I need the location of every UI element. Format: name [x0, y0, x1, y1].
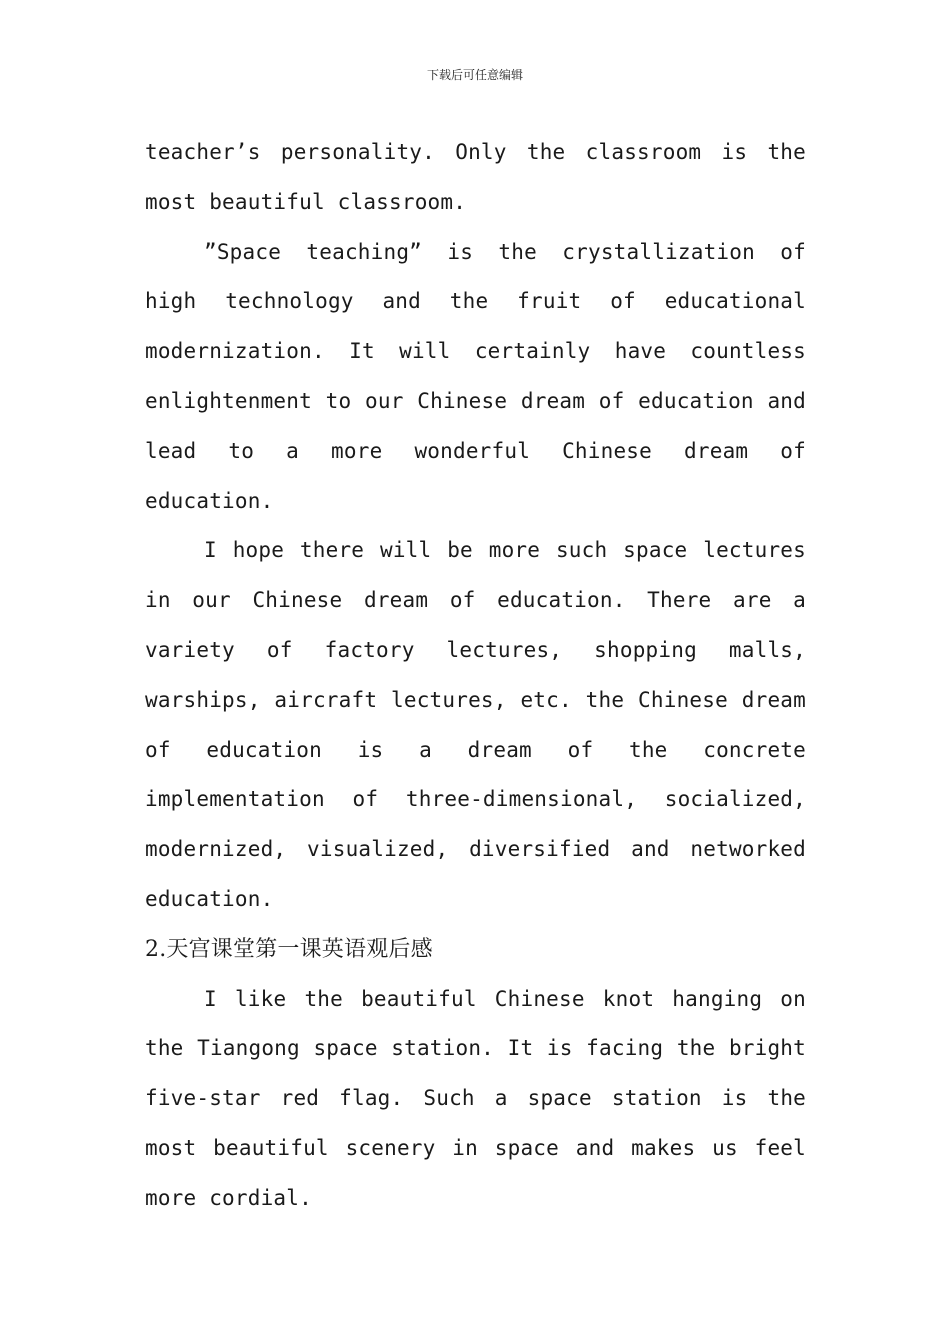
page-header-note: 下载后可任意编辑	[426, 68, 523, 82]
paragraph-continuation: teacher’s personality. Only the classroom is the most beautiful classroom.	[145, 140, 806, 214]
paragraph-space-lectures: I hope there will be more such space lectures in our Chinese dream of education. There are a variety of factory lectures, shopping malls, warships, aircraft lectures, etc. the Chinese dream of education is a dream of the concrete implementation of three-dimensional, socialized, modernized, visualized, diversified and networked education.	[145, 538, 806, 911]
paragraph-space-teaching: ”Space teaching” is the crystallization of high technology and the fruit of educational modernization. It will certainly have countless enlightenment to our Chinese dream of education and lead to a more wonderful Chinese dream of education.	[145, 239, 806, 513]
paragraph-chinese-knot: I like the beautiful Chinese knot hanging on the Tiangong space station. It is facing the bright five-star red flag. Such a space station is the most beautiful scenery in space and makes us feel more cordial.	[145, 986, 806, 1210]
document-body	[145, 128, 806, 1224]
section-heading: 2.天宫课堂第一课英语观后感	[145, 936, 433, 962]
